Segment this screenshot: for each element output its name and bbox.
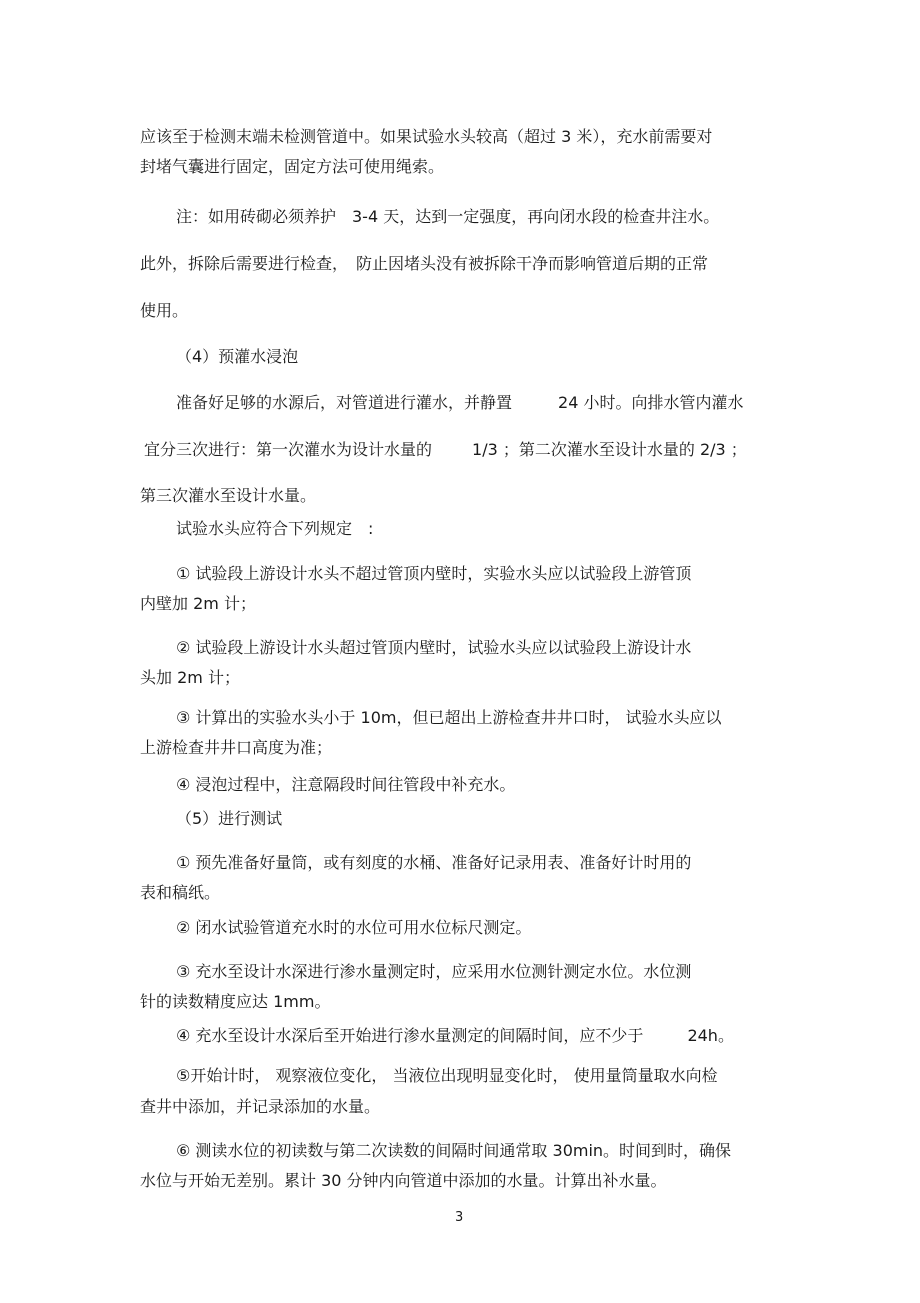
list-item-line: 水位与开始无差别。累计 30 分钟内向管道中添加的水量。计算出补水量。 — [140, 1171, 667, 1190]
list-item-line — [176, 1026, 734, 1046]
list-item-line: 头加 2m 计； — [140, 668, 240, 687]
list-item-line: ④ 浸泡过程中，注意隔段时间往管段中补充水。 — [176, 775, 516, 794]
text-segment: 24h。 — [687, 1026, 734, 1045]
text-line: 应该至于检测末端未检测管道中。如果试验水头较高（超过 3 米），充水前需要对 — [140, 127, 713, 146]
text-segment: 24 小时。向排水管内灌水 — [558, 393, 744, 412]
list-item-line: 针的读数精度应达 1mm。 — [140, 992, 331, 1011]
list-item-line: ① 试验段上游设计水头不超过管顶内壁时，实验水头应以试验段上游管顶 — [176, 564, 692, 583]
list-item-line: ② 试验段上游设计水头超过管顶内壁时，试验水头应以试验段上游设计水 — [176, 638, 692, 657]
text-line: 试验水头应符合下列规定 : — [176, 519, 374, 538]
list-item-line: 表和稿纸。 — [140, 883, 221, 902]
text-line: 此外，拆除后需要进行检查， 防止因堵头没有被拆除干净而影响管道后期的正常 — [140, 254, 709, 273]
list-item-line: ② 闭水试验管道充水时的水位可用水位标尺测定。 — [176, 918, 532, 937]
list-item-line: ③ 计算出的实验水头小于 10m，但已超出上游检查井井口时， 试验水头应以 — [176, 708, 722, 727]
text-segment: 宜分三次进行：第一次灌水为设计水量的 — [144, 440, 433, 459]
list-item-line: ⑤开始计时， 观察液位变化， 当液位出现明显变化时， 使用量筒量取水向检 — [176, 1066, 718, 1085]
text-line — [176, 393, 743, 413]
note-line: 注：如用砖砌必须养护 3-4 天，达到一定强度，再向闭水段的检查井注水。 — [176, 207, 720, 226]
section-heading: （5）进行测试 — [176, 809, 283, 828]
list-item-line: 内壁加 2m 计； — [140, 594, 256, 613]
section-heading: （4）预灌水浸泡 — [176, 347, 299, 366]
list-item-line: 查井中添加，并记录添加的水量。 — [140, 1097, 381, 1116]
text-line: 封堵气囊进行固定，固定方法可使用绳索。 — [140, 157, 445, 176]
list-item-line: ⑥ 测读水位的初读数与第二次读数的间隔时间通常取 30min。时间到时，确保 — [176, 1141, 732, 1160]
text-segment: ④ 充水至设计水深后至开始进行渗水量测定的间隔时间，应不少于 — [176, 1026, 644, 1045]
text-line — [144, 440, 747, 460]
text-segment: 准备好足够的水源后，对管道进行灌水，并静置 — [176, 393, 513, 412]
text-segment: 1/3 ；第二次灌水至设计水量的 2/3 ； — [472, 440, 747, 459]
list-item-line: 上游检查井井口高度为准； — [140, 738, 333, 757]
list-item-line: ③ 充水至设计水深进行渗水量测定时，应采用水位测针测定水位。水位测 — [176, 962, 692, 981]
list-item-line: ① 预先准备好量筒，或有刻度的水桶、准备好记录用表、准备好计时用的 — [176, 853, 692, 872]
text-line: 第三次灌水至设计水量。 — [140, 486, 317, 505]
text-line: 使用。 — [140, 301, 189, 320]
page-number: 3 — [455, 1210, 464, 1225]
